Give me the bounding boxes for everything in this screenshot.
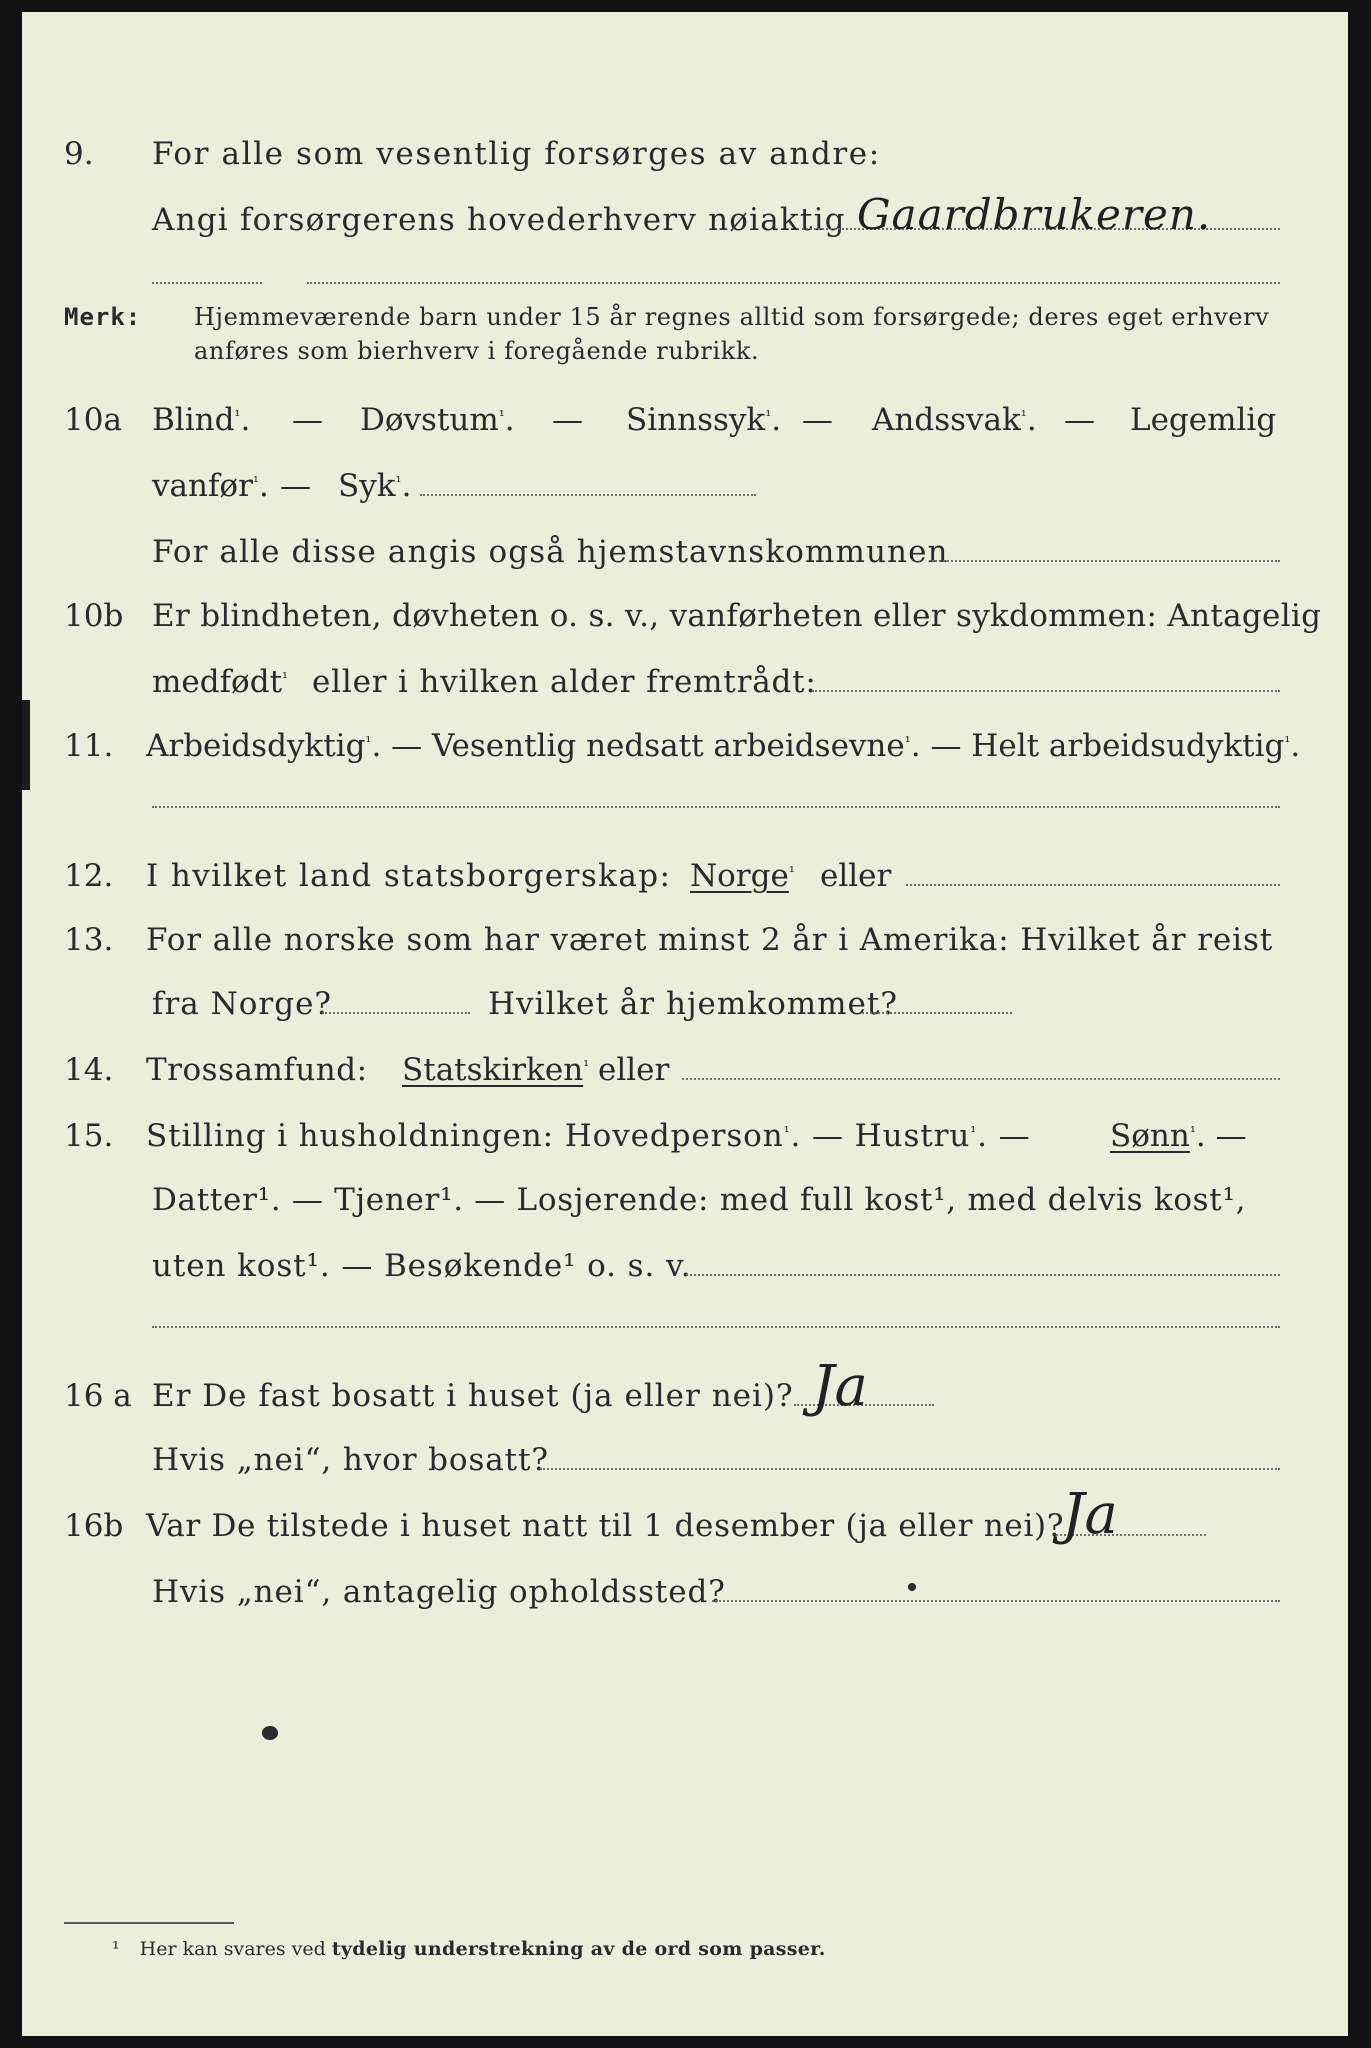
q15-dash-2: . — — [1195, 1118, 1247, 1154]
q13-hjemkommet-label: Hvilket år hjemkommet? — [488, 986, 898, 1022]
q15-sonn — [1110, 1108, 1247, 1164]
q10a-blind: Blind$^{^1}$. — [152, 402, 251, 438]
q10a-dash-3: — — [802, 402, 833, 438]
q10a-dash-1: — — [292, 402, 323, 438]
q14-number: 14. — [64, 1052, 114, 1088]
q16b-opholdssted-label: Hvis „nei“, antagelig opholdssted? — [152, 1574, 726, 1610]
q10a-dash-2: — — [552, 402, 583, 438]
q11-options: Arbeidsdyktig$^{^1}$. — Vesentlig nedsatt arbeidsevne$^{^1}$. — Helt arbeidsudyktig$^{^1}$. — [146, 728, 1301, 764]
q10a-vanfor-label: vanfør — [152, 468, 253, 504]
footnote-marker: ¹ — [252, 473, 259, 491]
form-page — [22, 12, 1348, 2036]
q16a-question: Er De fast bosatt i huset (ja eller nei)? — [152, 1378, 794, 1414]
q10a-hjemstavn-line — [932, 560, 1280, 562]
ink-spot — [262, 1726, 278, 1740]
q10b-medfodt-label: medfødt — [152, 664, 283, 700]
footnote-rule — [64, 1922, 234, 1924]
q15-options-3: uten kost¹. — Besøkende¹ o. s. v. — [152, 1248, 692, 1284]
q10a-andssvak-label: Andssvak — [872, 402, 1021, 438]
q10b-alder: eller i hvilken alder fremtrådt: — [312, 664, 817, 700]
q12-eller: eller — [820, 858, 892, 894]
q9-extra-line-2 — [307, 282, 1280, 284]
q16a-row-1 — [22, 1368, 1348, 1424]
q10a-blind-label: Blind — [152, 402, 235, 438]
merk-line-1: Hjemmeværende barn under 15 år regnes alltid som forsørgede; deres eget erhverv — [194, 303, 1270, 331]
q10a-row-3 — [22, 524, 1348, 580]
q15-hustru: . — Hustru — [790, 1118, 971, 1154]
q16a-row-2 — [22, 1432, 1348, 1488]
q15-dash: . — — [977, 1118, 1031, 1154]
q10b-medfodt — [152, 654, 288, 710]
footnote — [112, 1938, 826, 1960]
q10a-number: 10a — [64, 402, 122, 438]
q13-row-2 — [22, 976, 1348, 1032]
q14-question: Trossamfund: — [146, 1052, 368, 1088]
q14-statskirken — [402, 1042, 589, 1098]
merk-label: Merk: — [64, 303, 142, 331]
q13-reist-label: fra Norge? — [152, 986, 333, 1022]
q9-number: 9. — [64, 136, 94, 172]
q10b-answer-line — [812, 690, 1280, 692]
q12-answer-line — [906, 884, 1280, 886]
q11-nedsatt: . — Vesentlig nedsatt arbeidsevne — [371, 728, 905, 764]
q15-row-1 — [22, 1108, 1348, 1164]
q16b-row-2 — [22, 1564, 1348, 1620]
q16b-opholdssted-line — [712, 1600, 1280, 1602]
q13-reist-line — [322, 1012, 470, 1014]
q15-sonn-label: Sønn — [1110, 1118, 1190, 1154]
q15-number: 15. — [64, 1118, 114, 1154]
q16a-bosatt-label: Hvis „nei“, hvor bosatt? — [152, 1442, 549, 1478]
q9-handwritten-answer: Gaardbrukeren. — [857, 190, 1212, 239]
q10a-legemlig: Legemlig — [1130, 402, 1277, 438]
footnote-marker: ¹ — [498, 407, 505, 425]
q9-label: Angi forsørgerens hovederhverv nøiaktig — [152, 202, 846, 238]
q16b-handwritten-answer: Ja — [1062, 1482, 1118, 1547]
q15-answer-line — [686, 1274, 1280, 1276]
q12-question: I hvilket land statsborgerskap: — [146, 858, 672, 894]
footnote-marker: ¹ — [112, 1938, 120, 1960]
footnote-marker: ¹ — [1020, 407, 1027, 425]
q16a-handwritten-answer: Ja — [812, 1354, 868, 1419]
q10a-sinnssyk-label: Sinnssyk — [626, 402, 766, 438]
q10a-syk-line — [420, 494, 756, 496]
q15-row-3 — [22, 1238, 1348, 1294]
q13-row-1 — [22, 912, 1348, 968]
footnote-marker: ¹ — [234, 407, 241, 425]
footnote-marker: ¹ — [282, 669, 289, 687]
footnote-marker: ¹ — [583, 1057, 590, 1075]
q15-extra-line — [152, 1326, 1280, 1328]
q15-options-2: Datter¹. — Tjener¹. — Losjerende: med full kost¹, med delvis kost¹, — [152, 1182, 1247, 1218]
q11-number: 11. — [64, 728, 114, 764]
q12-number: 12. — [64, 858, 114, 894]
q10a-row-2 — [22, 458, 1348, 514]
footnote-emphasis: tydelig understrekning av de ord som passer. — [331, 1938, 826, 1960]
q16b-question: Var De tilstede i huset natt til 1 desember (ja eller nei)? — [146, 1508, 1065, 1544]
q13-hjemkommet-line — [862, 1012, 1012, 1014]
footnote-marker: ¹ — [1189, 1123, 1196, 1141]
footnote-marker: ¹ — [904, 733, 911, 751]
q15-hovedperson: Stilling i husholdningen: Hovedperson — [146, 1118, 784, 1154]
footnote-marker: ¹ — [765, 407, 772, 425]
q14-row — [22, 1042, 1348, 1098]
q10a-sinnssyk: Sinnssyk$^{^1}$. — [626, 402, 782, 438]
q11-udyktig: . — Helt arbeidsudyktig — [910, 728, 1285, 764]
q10b-number: 10b — [64, 598, 124, 634]
q16a-number: 16 a — [64, 1378, 132, 1414]
q12-row — [22, 848, 1348, 904]
q10a-dovstum: Døvstum$^{^1}$. — [360, 402, 515, 438]
merk-line-2: anføres som bierhverv i foregående rubrikk. — [194, 337, 760, 365]
q9-extra-line-1 — [152, 282, 262, 284]
q16a-bosatt-line — [540, 1468, 1280, 1470]
footnote-marker: ¹ — [783, 1123, 791, 1141]
q12-norge — [690, 848, 795, 904]
q10a-row-1 — [22, 392, 1348, 448]
q13-number: 13. — [64, 922, 114, 958]
q14-answer-line — [682, 1078, 1280, 1080]
q10b-row-2 — [22, 654, 1348, 710]
q10a-syk-label: Syk — [338, 468, 396, 504]
footnote-marker: ¹ — [788, 863, 795, 881]
q10a-dash-5: — — [280, 468, 311, 504]
q11-row — [22, 718, 1348, 774]
footnote-marker: ¹ — [970, 1123, 978, 1141]
q9-row-1 — [22, 126, 1348, 182]
q10a-syk: Syk$^{^1}$. — [338, 468, 412, 504]
q14-statskirken-label: Statskirken — [402, 1052, 584, 1088]
q10b-row-1 — [22, 588, 1348, 644]
q10b-question: Er blindheten, døvheten o. s. v., vanførheten eller sykdommen: Antagelig — [152, 598, 1322, 634]
q10a-hjemstavn: For alle disse angis også hjemstavnskommunen — [152, 534, 949, 570]
footnote-marker: ¹ — [395, 473, 402, 491]
ink-dot — [908, 1583, 916, 1591]
q10a-dovstum-label: Døvstum — [360, 402, 499, 438]
q10a-vanfor: vanfør$^{^1}$. — [152, 468, 269, 504]
q10a-andssvak: Andssvak$^{^1}$. — [872, 402, 1037, 438]
binding-edge-mark — [22, 700, 30, 790]
q9-question: For alle som vesentlig forsørges av andre: — [152, 136, 881, 172]
q16b-number: 16b — [64, 1508, 124, 1544]
footnote-lead: Her kan svares ved — [139, 1938, 326, 1960]
q11-answer-line — [152, 806, 1280, 808]
q13-question: For alle norske som har været minst 2 år i Amerika: Hvilket år reist — [146, 922, 1274, 958]
merk-note — [64, 300, 141, 334]
q12-norge-label: Norge — [690, 858, 789, 894]
footnote-marker: ¹ — [365, 733, 372, 751]
q15-row-2 — [22, 1172, 1348, 1228]
q14-eller: eller — [598, 1052, 670, 1088]
footnote-marker: ¹ — [1284, 733, 1291, 751]
q11-arbeidsdyktig: Arbeidsdyktig — [146, 728, 366, 764]
q16b-row-1 — [22, 1498, 1348, 1554]
q15-options-1 — [146, 1108, 1031, 1164]
q10a-dash-4: — — [1064, 402, 1095, 438]
